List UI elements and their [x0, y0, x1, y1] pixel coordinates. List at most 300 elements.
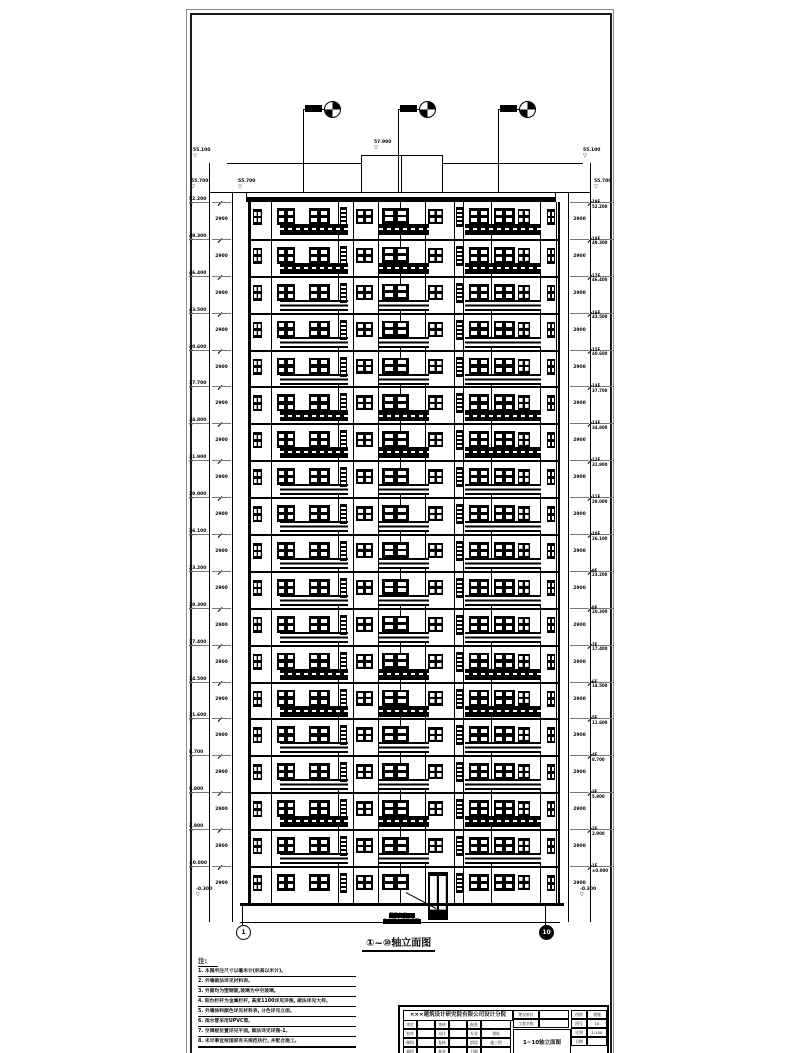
level-flag: 14.500 ▽ [189, 676, 207, 688]
facade-mullion [463, 794, 464, 829]
window [382, 468, 409, 484]
stair-slit-window [340, 689, 347, 709]
window [382, 284, 409, 300]
note-line: 4. 阳台栏杆为金属栏杆, 高度1100详见详图, 做法详见大样。 [198, 997, 356, 1007]
floor-row [250, 386, 558, 423]
floor-dim-left [212, 534, 231, 571]
window [277, 616, 295, 633]
window [253, 248, 262, 264]
note-line: 8. 未尽事宜按国家有关规范执行, 并配合施工。 [198, 1037, 356, 1048]
facade-mullion [250, 536, 251, 571]
floor-height-dim: 2900 [215, 438, 228, 444]
window [309, 837, 330, 854]
facade-mullion [454, 794, 455, 829]
level-triangle-icon: ▽ [189, 275, 193, 282]
floor-elev-label: 8.700 [592, 756, 605, 762]
window [428, 285, 443, 300]
facade-mullion [556, 278, 557, 313]
floor-height-dim: 2900 [215, 844, 228, 850]
facade-mullion [454, 573, 455, 608]
window [253, 580, 262, 596]
floor-elev-label: 26.100 [592, 535, 608, 541]
balcony-rail [379, 337, 429, 348]
parapet-ext-left [209, 192, 248, 193]
floor-label-right [592, 383, 614, 423]
facade-mullion [271, 794, 272, 829]
stair-slit-window [340, 873, 347, 893]
facade-mullion [556, 757, 557, 792]
facade-mullion [353, 315, 354, 350]
dim-line-left-outer [209, 163, 210, 922]
sheet-info-cell: 比例 [571, 1028, 587, 1037]
elevation-flag: 55.700 ▽ [594, 179, 612, 190]
window [518, 359, 530, 374]
balcony-rail [280, 742, 348, 753]
facade-mullion [556, 720, 557, 755]
signoff-cell: 施工图 [481, 1038, 511, 1047]
facade-mullion [353, 720, 354, 755]
stair-slit-window [456, 246, 463, 266]
facade-mullion [454, 425, 455, 460]
window [469, 208, 489, 225]
facade-mullion [353, 647, 354, 682]
floor-label-pair [592, 495, 614, 504]
facade-mullion [250, 647, 251, 682]
floor-label-pair [592, 827, 614, 836]
level-flag: 5.800 ▽ [189, 787, 204, 798]
callout-circle-icon [324, 101, 341, 118]
floor-elev-label: 37.700 [592, 387, 608, 393]
window [356, 838, 373, 853]
elevation-flag: 55.700 ▽ [191, 179, 209, 190]
balcony-rail [379, 779, 429, 790]
facade-mullion [556, 831, 557, 866]
level-triangle-icon: ▽ [189, 312, 193, 319]
window [277, 358, 295, 375]
window [309, 542, 330, 559]
stair-slit-window [340, 246, 347, 266]
balcony-rail [465, 447, 541, 458]
machine-room [361, 155, 443, 195]
floor-elev-label: 29.000 [592, 498, 608, 504]
floor-height-dim: 2900 [573, 844, 586, 850]
floor-dim-left [212, 571, 231, 608]
floor-dim-left [212, 276, 231, 313]
floor-label-pair [592, 421, 614, 430]
callout-drop-line [498, 110, 499, 192]
window [309, 505, 330, 522]
facade-mullion [556, 499, 557, 534]
window [382, 800, 409, 816]
window [356, 209, 373, 224]
signoff-cell: 描图 [403, 1047, 417, 1053]
floor-label-right [592, 641, 614, 682]
balcony-rail [465, 742, 541, 753]
floor-row [250, 718, 558, 755]
balcony-rail [379, 300, 429, 311]
floor-row [250, 497, 558, 534]
facade-mullion [556, 462, 557, 497]
window [469, 653, 489, 670]
callout-drop-line [398, 110, 399, 192]
window [253, 395, 262, 411]
balcony-rail [379, 632, 429, 643]
floor-label-right [592, 346, 614, 387]
balcony-rail [465, 410, 541, 421]
window [547, 875, 555, 891]
stair-slit-window [340, 725, 347, 745]
level-triangle-icon: ▽ [189, 607, 193, 614]
balcony-rail [465, 374, 541, 385]
window [309, 208, 330, 225]
balcony-rail [280, 337, 348, 348]
sheet-info-cell: 10 [587, 1019, 607, 1028]
callout-label [500, 105, 517, 112]
floor-number-label: 11F [592, 494, 601, 500]
floor-height-dim: 2900 [573, 733, 586, 739]
signoff-cell [417, 1038, 435, 1047]
window [494, 431, 515, 448]
window [469, 247, 489, 264]
window [494, 247, 515, 264]
facade-mullion [454, 352, 455, 387]
stair-slit-window [340, 578, 347, 598]
window [518, 432, 530, 447]
floor-height-dim: 2900 [215, 585, 228, 591]
window [428, 580, 443, 595]
signoff-cell [449, 1020, 467, 1029]
facade-mullion [463, 831, 464, 866]
floor-elev-label: 17.400 [592, 646, 608, 652]
window [428, 617, 443, 632]
floor-row [250, 276, 558, 313]
floor-height-dim: 2900 [573, 364, 586, 370]
floor-label-right [592, 199, 614, 239]
balcony-rail [280, 484, 348, 495]
window [547, 654, 555, 670]
floor-number-label: 1F [592, 863, 598, 869]
floor-number-label: 15F [592, 346, 601, 352]
level-triangle-icon: ▽ [189, 681, 193, 688]
floor-number-label: 9F [592, 567, 598, 573]
window [518, 248, 530, 263]
window [494, 468, 515, 485]
window [518, 395, 530, 410]
window [309, 874, 330, 891]
facade-mullion [463, 536, 464, 571]
window [277, 579, 295, 596]
level-flag: 26.100 ▽ [189, 529, 207, 540]
window [277, 726, 295, 743]
floor-dim-right [570, 239, 589, 276]
window [277, 247, 295, 264]
floor-dim-right [570, 497, 589, 534]
floor-dim-left [212, 386, 231, 423]
level-flag: 23.200 ▽ [189, 565, 207, 577]
level-flag: 46.400 ▽ [189, 270, 207, 282]
facade-mullion [271, 462, 272, 497]
facade-mullion [454, 388, 455, 423]
window [356, 617, 373, 632]
window [356, 654, 373, 669]
window [469, 800, 489, 817]
window [494, 284, 515, 301]
floor-label-pair [592, 864, 614, 873]
balcony-rail [465, 337, 541, 348]
floor-dim-left [212, 460, 231, 497]
floor-label-right [592, 789, 614, 829]
elevation-flag: 55.700 ▽ [238, 179, 256, 190]
window [518, 764, 530, 779]
facade-mullion [338, 868, 339, 903]
stair-slit-window [340, 762, 347, 782]
notes-block [198, 956, 356, 1048]
window [547, 285, 555, 301]
floor-label-right [592, 567, 614, 608]
floor-elev-label: 20.300 [592, 609, 608, 615]
window [253, 322, 262, 338]
level-triangle-icon: ▽ [189, 422, 193, 429]
window [253, 432, 262, 448]
level-triangle-icon: ▽ [193, 152, 197, 159]
floor-dim-right [570, 313, 589, 350]
floor-label-pair [592, 274, 614, 283]
window [547, 322, 555, 338]
balcony-rail [465, 632, 541, 643]
facade-mullion [556, 202, 557, 239]
window [547, 248, 555, 264]
floor-elev-label: 31.900 [592, 461, 608, 467]
window [518, 875, 530, 890]
floor-height-dim: 2900 [215, 549, 228, 555]
floor-row [250, 829, 558, 866]
window [356, 469, 373, 484]
level-flag: 11.600 ▽ [189, 713, 207, 724]
window [253, 875, 262, 891]
balcony-rail [465, 263, 541, 274]
facade-mullion [556, 425, 557, 460]
level-triangle-icon: ▽ [189, 865, 193, 872]
window [253, 285, 262, 301]
floor-height-dim: 2900 [573, 881, 586, 887]
window [428, 322, 443, 337]
stair-slit-window [456, 393, 463, 413]
balcony-rail [379, 706, 429, 717]
window [547, 543, 555, 559]
parapet-ext-right [556, 192, 590, 193]
stair-slit-window [340, 430, 347, 450]
level-flag: 31.900 ▽ [189, 455, 207, 466]
floor-number-label: 10F [592, 531, 601, 537]
facade-mullion [454, 868, 455, 903]
facade-mullion [463, 425, 464, 460]
window [494, 542, 515, 559]
balcony-rail [280, 632, 348, 643]
level-triangle-icon: ▽ [189, 828, 193, 835]
stair-slit-window [456, 615, 463, 635]
window [382, 726, 409, 742]
floor-label-right [592, 272, 614, 313]
stair-slit-window [340, 320, 347, 340]
facade-mullion [271, 241, 272, 276]
floor-elev-label: 46.400 [592, 277, 608, 283]
stair-slit-window [456, 320, 463, 340]
signoff-cell [481, 1020, 511, 1029]
callout-circle-icon [519, 101, 536, 118]
floor-height-dim: 2900 [573, 549, 586, 555]
stair-slit-window [340, 283, 347, 303]
callout-label [305, 105, 322, 112]
balcony-rail [465, 669, 541, 680]
level-triangle-icon: ▽ [189, 791, 193, 798]
signoff-cell: 阶段 [467, 1038, 481, 1047]
window [356, 432, 373, 447]
signoff-cell: 专业 [467, 1029, 481, 1038]
level-flag: 43.500 ▽ [189, 307, 207, 319]
window [356, 580, 373, 595]
facade-mullion [250, 757, 251, 792]
stair-slit-window [456, 578, 463, 598]
balcony-rail [379, 410, 429, 421]
stair-slit-window [456, 689, 463, 709]
sheet-info-cell: 图别 [571, 1010, 587, 1019]
balcony-rail [465, 521, 541, 532]
window [356, 285, 373, 300]
floor-dim-right [570, 276, 589, 313]
floor-dim-right [570, 645, 589, 682]
floor-row [250, 202, 558, 239]
facade-mullion [454, 241, 455, 276]
window [547, 727, 555, 743]
window [382, 653, 409, 669]
floor-dim-left [212, 866, 231, 903]
floor-dim-right [570, 829, 589, 866]
window [253, 727, 262, 743]
floor-height-dim: 2900 [215, 881, 228, 887]
project-cell [539, 1010, 569, 1019]
notes-title: 注: [198, 956, 218, 967]
floor-height-dim: 2900 [215, 290, 228, 296]
facade-mullion [250, 720, 251, 755]
facade-mullion [463, 647, 464, 682]
floor-dim-left [212, 423, 231, 460]
floor-label-right [592, 235, 614, 276]
window [469, 726, 489, 743]
floor-number-label: 2F [592, 826, 598, 832]
window [309, 726, 330, 743]
balcony-rail [280, 558, 348, 569]
project-cell: 建设单位 [513, 1010, 539, 1019]
facade-mullion [463, 241, 464, 276]
floor-label-right [592, 309, 614, 350]
facade-mullion [250, 278, 251, 313]
level-triangle-icon: ▽ [594, 183, 598, 190]
stair-slit-window [340, 393, 347, 413]
facade-mullion [353, 757, 354, 792]
window [277, 394, 295, 411]
facade-mullion [454, 315, 455, 350]
window [469, 431, 489, 448]
facade-mullion [353, 573, 354, 608]
facade-mullion [353, 868, 354, 903]
facade-mullion [454, 202, 455, 239]
window [469, 616, 489, 633]
facade-mullion [463, 868, 464, 903]
window [494, 358, 515, 375]
facade-mullion [250, 610, 251, 645]
facade-mullion [463, 499, 464, 534]
facade-mullion [556, 794, 557, 829]
window [547, 617, 555, 633]
window [547, 432, 555, 448]
window [382, 579, 409, 595]
window [547, 209, 555, 225]
balcony-rail [280, 779, 348, 790]
stair-slit-window [456, 283, 463, 303]
facade-mullion [250, 794, 251, 829]
window [494, 616, 515, 633]
window [382, 505, 409, 521]
window [253, 617, 262, 633]
window [469, 505, 489, 522]
floor-height-dim: 2900 [573, 512, 586, 518]
stair-slit-window [456, 541, 463, 561]
signoff-cell: 审定 [403, 1020, 417, 1029]
floor-number-label: 17F [592, 272, 601, 278]
window [382, 247, 409, 263]
window [253, 469, 262, 485]
title-block-company: ×××建筑设计研究院有限公司设计分院 [403, 1010, 513, 1021]
floor-height-dim: 2900 [573, 622, 586, 628]
callout-label [400, 105, 417, 112]
balcony-rail [465, 558, 541, 569]
note-line: 6. 雨水管采用UPVC管。 [198, 1017, 356, 1027]
window [382, 690, 409, 706]
signoff-cell [449, 1047, 467, 1053]
window [428, 654, 443, 669]
elevation-flag: -0.300 ▽ [580, 887, 597, 898]
window [518, 285, 530, 300]
facade-mullion [271, 573, 272, 608]
balcony-rail [379, 816, 429, 827]
title-block [398, 1005, 609, 1053]
floor-label-pair [592, 348, 614, 357]
window [547, 801, 555, 817]
window [356, 395, 373, 410]
window [277, 284, 295, 301]
title-block-project-grid [513, 1010, 569, 1028]
level-triangle-icon: ▽ [189, 754, 193, 761]
facade-mullion [556, 241, 557, 276]
facade-mullion [425, 868, 426, 903]
facade-mullion [353, 241, 354, 276]
floor-row [250, 608, 558, 645]
floor-dim-left [212, 792, 231, 829]
floor-elev-label: 40.600 [592, 351, 608, 357]
stair-slit-window [456, 467, 463, 487]
window [518, 209, 530, 224]
balcony-rail [280, 410, 348, 421]
signoff-cell: 制图 [403, 1038, 417, 1047]
window [309, 579, 330, 596]
facade-mullion [353, 536, 354, 571]
dim-col-left [212, 202, 231, 903]
stair-slit-window [340, 541, 347, 561]
level-triangle-icon: ▽ [189, 385, 193, 392]
sheet-info-cell: 日期 [571, 1037, 587, 1046]
floor-label-pair [592, 458, 614, 467]
facade-mullion [271, 720, 272, 755]
